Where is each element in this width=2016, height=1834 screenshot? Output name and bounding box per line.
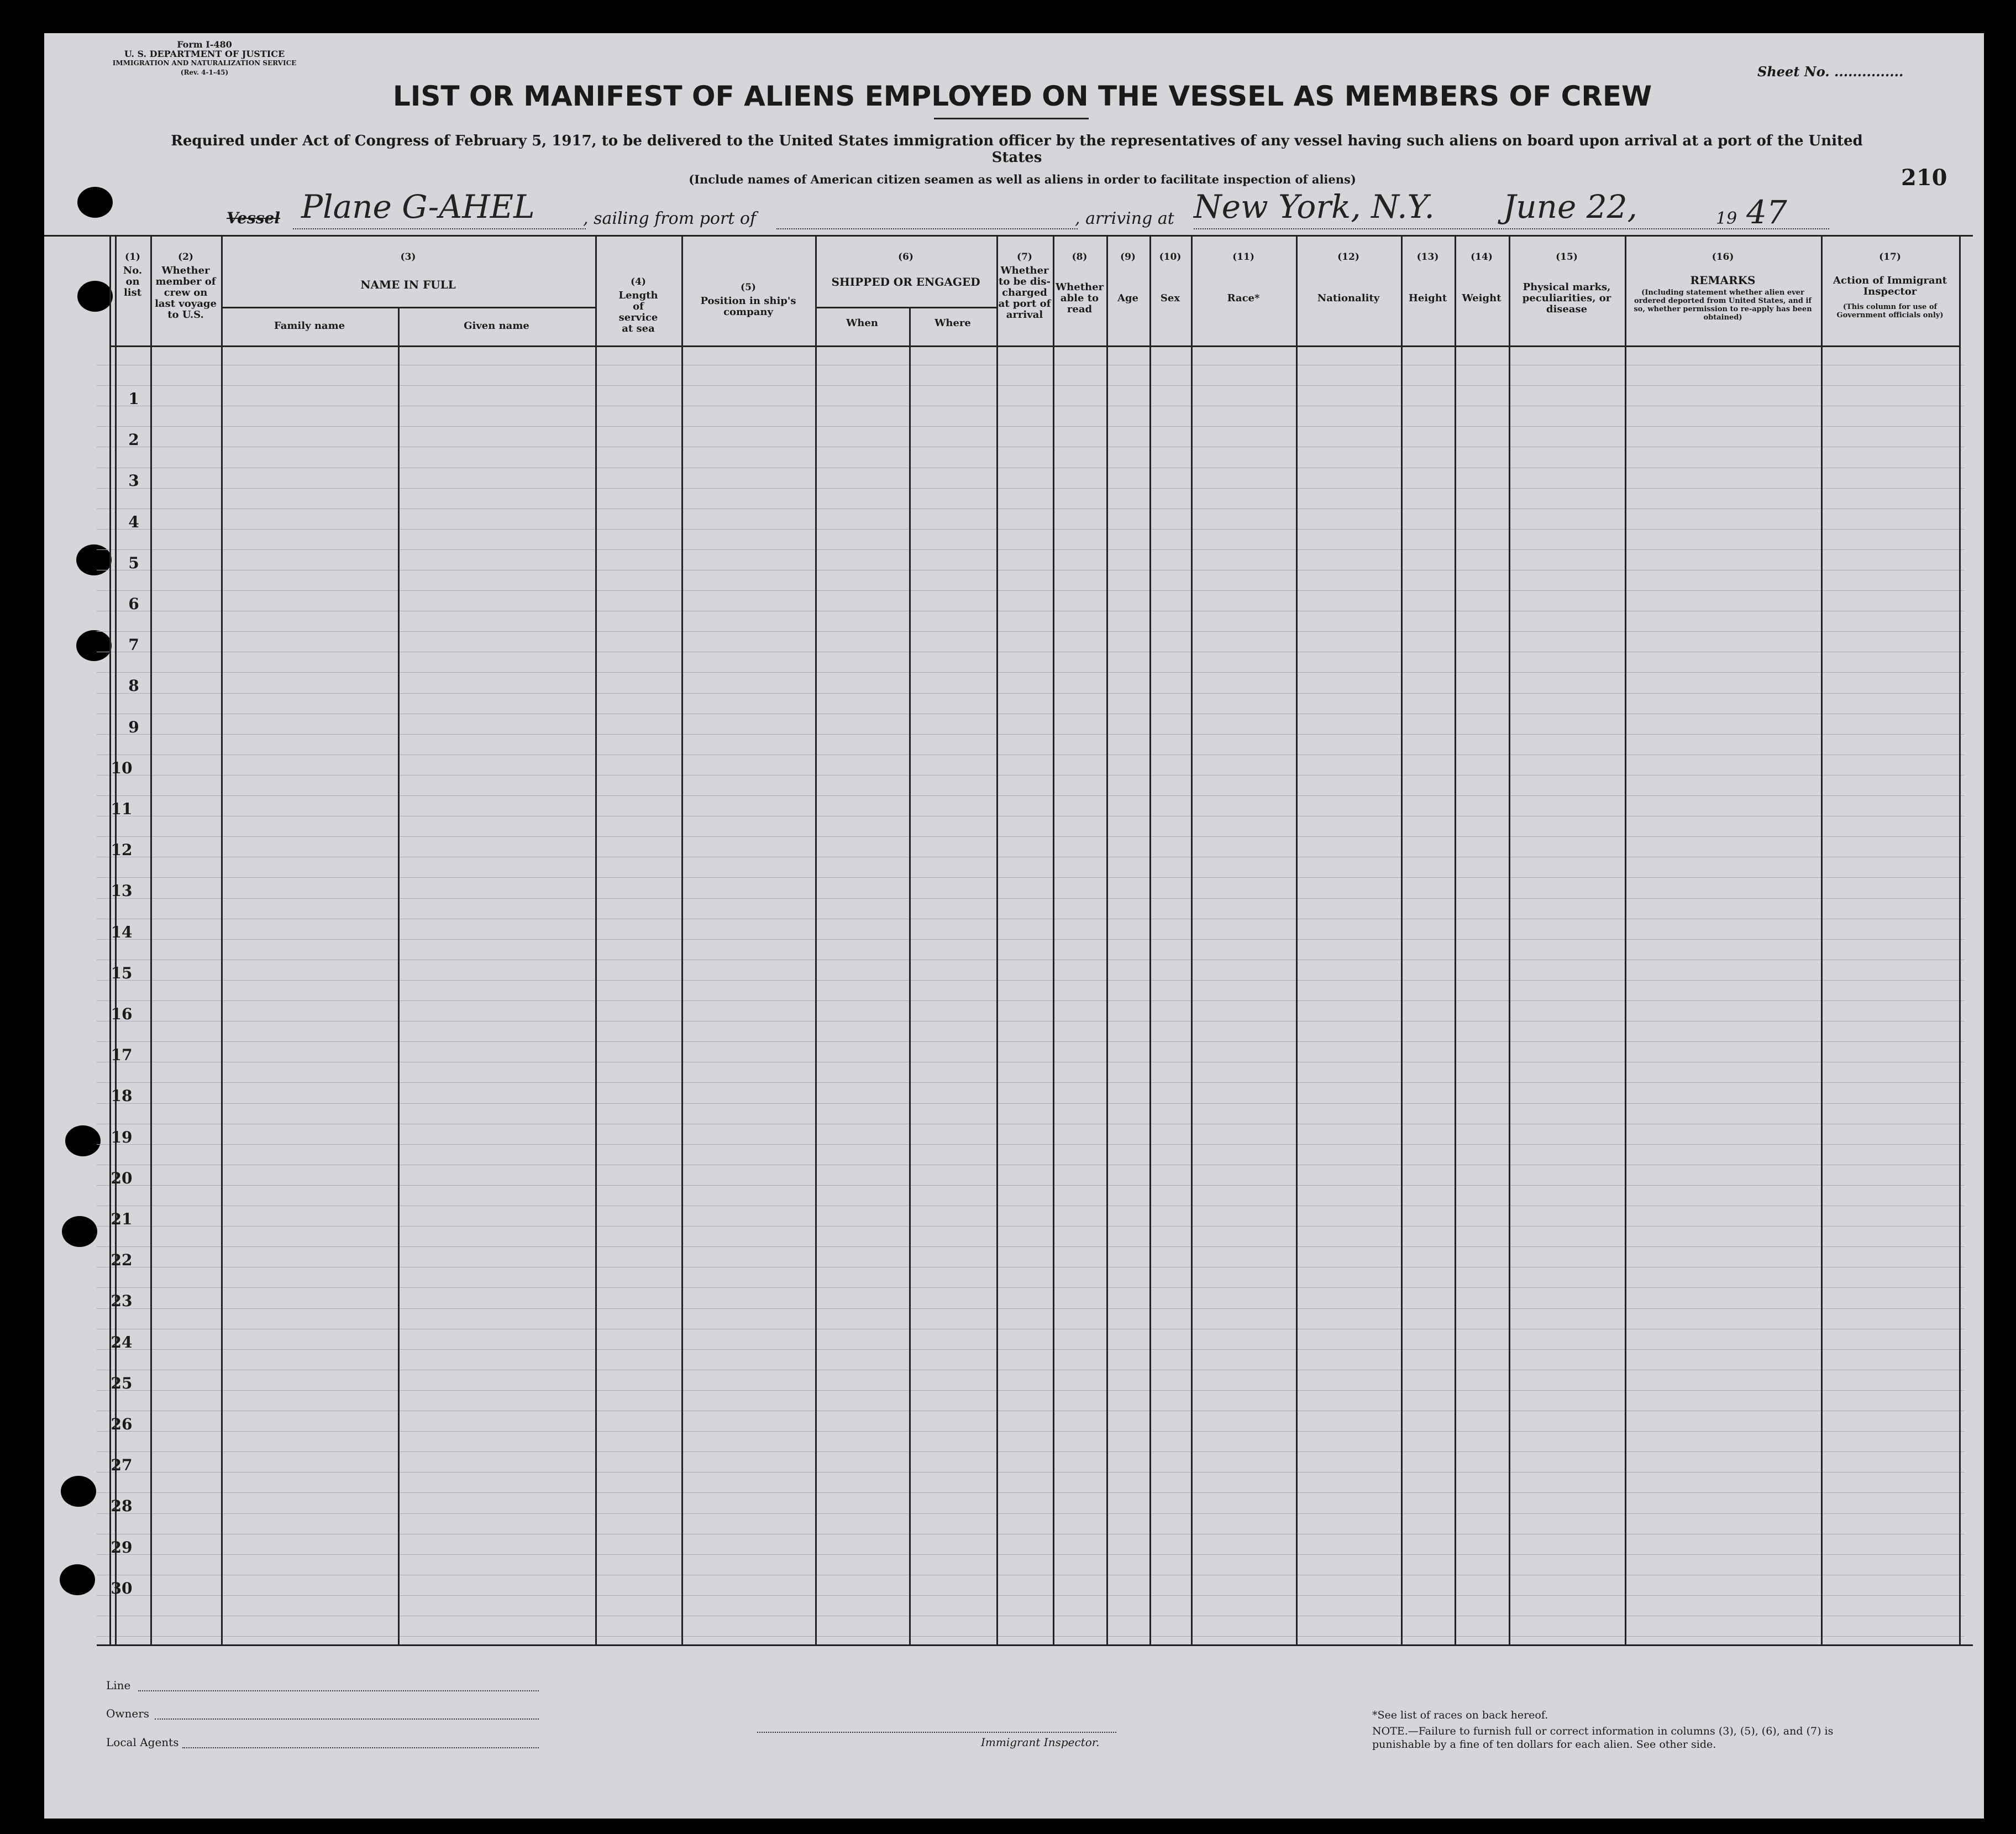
col9-label: Age <box>1117 292 1138 304</box>
local-agents-field <box>182 1747 539 1748</box>
row-number: 26 <box>111 1415 133 1433</box>
col17-number: (17) <box>1879 251 1901 263</box>
row-number: 11 <box>111 800 133 818</box>
col10-label: Sex <box>1160 292 1180 304</box>
shipped-subheader-line <box>815 307 996 308</box>
column-divider <box>1106 237 1108 1646</box>
name-subheader-line <box>221 307 595 308</box>
owners-label: Owners <box>106 1707 150 1720</box>
title-underline <box>934 118 1089 119</box>
col8-number: (8) <box>1072 251 1088 263</box>
inspector-signature-line <box>757 1732 1116 1733</box>
ruled-line <box>97 529 1965 530</box>
ruled-line <box>97 1000 1965 1001</box>
races-note: *See list of races on back hereof. <box>1372 1709 1548 1721</box>
col9-number: (9) <box>1120 251 1136 263</box>
ruled-line <box>97 1103 1965 1104</box>
vessel-name-handwritten: Plane G-AHEL <box>301 188 535 226</box>
ruled-line <box>97 1349 1965 1350</box>
sheet-number: Sheet No. ............... <box>1757 64 1904 80</box>
col15-number: (15) <box>1556 251 1578 263</box>
row-number: 17 <box>111 1046 133 1064</box>
col16-sub: (Including statement whether alien ever ordered deported from United States, and if so, whether permission to re-apply has been obtained) <box>1634 289 1812 322</box>
row-number: 25 <box>111 1374 133 1392</box>
column-divider <box>1191 237 1193 1646</box>
column-divider <box>681 237 683 1646</box>
ruled-line <box>97 734 1965 735</box>
ruled-line <box>97 1431 1965 1432</box>
column-divider <box>1821 237 1823 1646</box>
ruled-line <box>97 836 1965 837</box>
family-name-header: Family name <box>274 320 345 332</box>
ruled-line <box>97 1513 1965 1514</box>
sailing-port-field <box>776 228 1078 229</box>
ruled-line <box>97 1308 1965 1309</box>
col12-number: (12) <box>1337 251 1359 263</box>
ruled-line <box>97 1636 1965 1637</box>
punch-hole <box>77 187 113 218</box>
row-number: 2 <box>128 431 139 449</box>
owners-field <box>155 1718 539 1720</box>
row-number: 18 <box>111 1087 133 1105</box>
inspector-label: Immigrant Inspector. <box>981 1736 1100 1749</box>
col15-label: Physical marks, peculiarities, or disease <box>1522 281 1611 315</box>
arriving-label: , arriving at <box>1075 209 1174 228</box>
ruled-line <box>97 898 1965 899</box>
col17-sub: (This column for use of Government officials only) <box>1836 303 1944 319</box>
ruled-line <box>97 488 1965 489</box>
ruled-line <box>97 590 1965 591</box>
punch-hole <box>62 1216 97 1247</box>
form-identifier <box>94 40 315 77</box>
col10-number: (10) <box>1159 251 1182 263</box>
service: IMMIGRATION AND NATURALIZATION SERVICE <box>112 59 297 67</box>
where-header: Where <box>935 317 971 329</box>
ruled-line <box>97 1185 1965 1186</box>
column-divider <box>1401 237 1403 1646</box>
ruled-line <box>97 1595 1965 1596</box>
col11-number: (11) <box>1232 251 1254 263</box>
punch-hole <box>65 1125 101 1156</box>
column-divider <box>1149 237 1151 1646</box>
header-bottom-border <box>111 345 1959 347</box>
ruled-line <box>97 426 1965 427</box>
col2-label: Whether member of crew on last voyage to U.S. <box>155 265 217 321</box>
col6-number: (6) <box>898 251 914 263</box>
page-number: 210 <box>1901 165 1947 191</box>
vessel-dots <box>293 228 586 229</box>
ruled-line <box>97 631 1965 632</box>
col3-number: (3) <box>400 251 416 263</box>
col4-number: (4) <box>631 276 646 287</box>
row-number: 30 <box>111 1579 133 1597</box>
row-number: 12 <box>111 841 133 859</box>
column-divider <box>1509 237 1510 1646</box>
column-divider <box>221 237 223 1646</box>
col14-label: Weight <box>1462 292 1502 304</box>
col16-number: (16) <box>1712 251 1734 263</box>
row-number: 19 <box>111 1128 133 1146</box>
row-number: 15 <box>111 964 133 982</box>
table-bottom-border <box>97 1644 1973 1646</box>
ruled-line <box>97 672 1965 673</box>
col17-label: Action of Immigrant Inspector <box>1833 275 1947 297</box>
subtitle: Required under Act of Congress of February 5, 1917, to be delivered to the United States immigration officer by the representatives of any vessel having such aliens on board upon arrival at a port of the United States <box>171 133 1863 166</box>
row-number: 22 <box>111 1251 133 1269</box>
arrival-date-handwritten: June 22, <box>1503 188 1637 226</box>
row-number: 7 <box>128 636 139 654</box>
ruled-line <box>97 549 1965 550</box>
ruled-line <box>97 980 1965 981</box>
department: U. S. DEPARTMENT OF JUSTICE <box>124 49 285 59</box>
col3-label: NAME IN FULL <box>360 278 456 291</box>
arrival-port-handwritten: New York, N.Y. <box>1194 188 1435 226</box>
column-divider <box>115 237 117 1646</box>
col4-label: Length of service at sea <box>618 290 658 334</box>
col7-number: (7) <box>1017 251 1032 263</box>
ruled-line <box>97 795 1965 796</box>
col13-label: Height <box>1408 292 1447 304</box>
punch-hole <box>60 1564 95 1595</box>
column-divider <box>1959 237 1961 1646</box>
col8-label: Whether able to read <box>1055 281 1104 315</box>
sailing-label: , sailing from port of <box>583 209 757 228</box>
row-number: 28 <box>111 1497 133 1515</box>
ruled-line <box>97 1082 1965 1083</box>
line-label: Line <box>106 1679 131 1692</box>
arriving-dots <box>1194 228 1829 229</box>
row-number: 10 <box>111 759 133 777</box>
column-divider <box>398 307 400 1644</box>
row-number: 21 <box>111 1210 133 1228</box>
column-divider <box>1053 237 1054 1646</box>
row-number: 24 <box>111 1333 133 1351</box>
ruled-line <box>97 1246 1965 1247</box>
punch-hole <box>61 1476 96 1507</box>
column-divider <box>996 237 998 1646</box>
col5-label: Position in ship's company <box>700 295 796 318</box>
row-number: 13 <box>111 882 133 900</box>
ruled-line <box>97 1472 1965 1473</box>
year-handwritten: 47 <box>1746 193 1787 231</box>
given-name-header: Given name <box>464 320 529 332</box>
ruled-line <box>97 385 1965 386</box>
column-divider <box>109 237 111 1646</box>
row-number: 20 <box>111 1169 133 1187</box>
when-header: When <box>846 317 878 329</box>
column-divider <box>150 237 152 1646</box>
column-divider <box>1296 237 1298 1646</box>
row-number: 5 <box>128 554 139 572</box>
line-field <box>138 1690 539 1691</box>
row-number: 8 <box>128 677 139 695</box>
local-agents-label: Local Agents <box>106 1736 179 1749</box>
column-divider <box>909 307 911 1644</box>
year-prefix: 19 <box>1716 209 1737 228</box>
col16-label: REMARKS <box>1690 274 1756 287</box>
col2-number: (2) <box>178 251 193 263</box>
col11-label: Race* <box>1227 292 1260 304</box>
ruled-line <box>97 1041 1965 1042</box>
form-number: Form I-480 <box>177 39 232 50</box>
ruled-line <box>97 1554 1965 1555</box>
punch-hole <box>76 630 112 661</box>
ruled-line <box>97 693 1965 694</box>
ruled-line <box>97 1492 1965 1493</box>
punch-hole <box>77 281 113 312</box>
col12-label: Nationality <box>1317 292 1380 304</box>
row-number: 23 <box>111 1292 133 1310</box>
col6-label: SHIPPED OR ENGAGED <box>831 275 980 289</box>
row-number: 16 <box>111 1005 133 1023</box>
row-number: 27 <box>111 1456 133 1474</box>
row-number: 14 <box>111 923 133 941</box>
vessel-label: Vessel <box>227 209 280 227</box>
column-divider <box>1625 237 1626 1646</box>
col1-number: (1) <box>125 251 140 263</box>
ruled-line <box>97 1287 1965 1288</box>
row-number: 4 <box>128 513 139 531</box>
column-divider <box>595 237 597 1646</box>
table-top-border <box>44 235 1973 237</box>
col7-label: Whether to be dis-charged at port of arrival <box>998 265 1051 321</box>
row-number: 9 <box>128 718 139 736</box>
column-divider <box>1455 237 1456 1646</box>
column-divider <box>815 237 817 1646</box>
row-number: 1 <box>128 390 139 408</box>
ruled-line <box>97 1226 1965 1227</box>
col5-number: (5) <box>741 282 756 293</box>
page-title: LIST OR MANIFEST OF ALIENS EMPLOYED ON THE VESSEL AS MEMBERS OF CREW <box>392 80 1652 112</box>
ruled-line <box>97 754 1965 755</box>
ruled-line <box>97 877 1965 878</box>
ruled-line <box>97 1390 1965 1391</box>
ruled-line <box>97 1144 1965 1145</box>
col14-number: (14) <box>1471 251 1493 263</box>
row-number: 3 <box>128 471 139 490</box>
col13-number: (13) <box>1416 251 1439 263</box>
row-number: 29 <box>111 1538 133 1557</box>
include-note: (Include names of American citizen seamen as well as aliens in order to facilitate inspection of aliens) <box>689 172 1356 186</box>
row-number: 6 <box>128 595 139 613</box>
ruled-line <box>97 939 1965 940</box>
penalty-note: NOTE.—Failure to furnish full or correct information in columns (3), (5), (6), and (7) is punishable by a fine of ten dollars for each alien. See other side. <box>1372 1725 1834 1751</box>
revision: (Rev. 4-1-45) <box>180 69 229 76</box>
col1-label: No. on list <box>123 265 143 298</box>
